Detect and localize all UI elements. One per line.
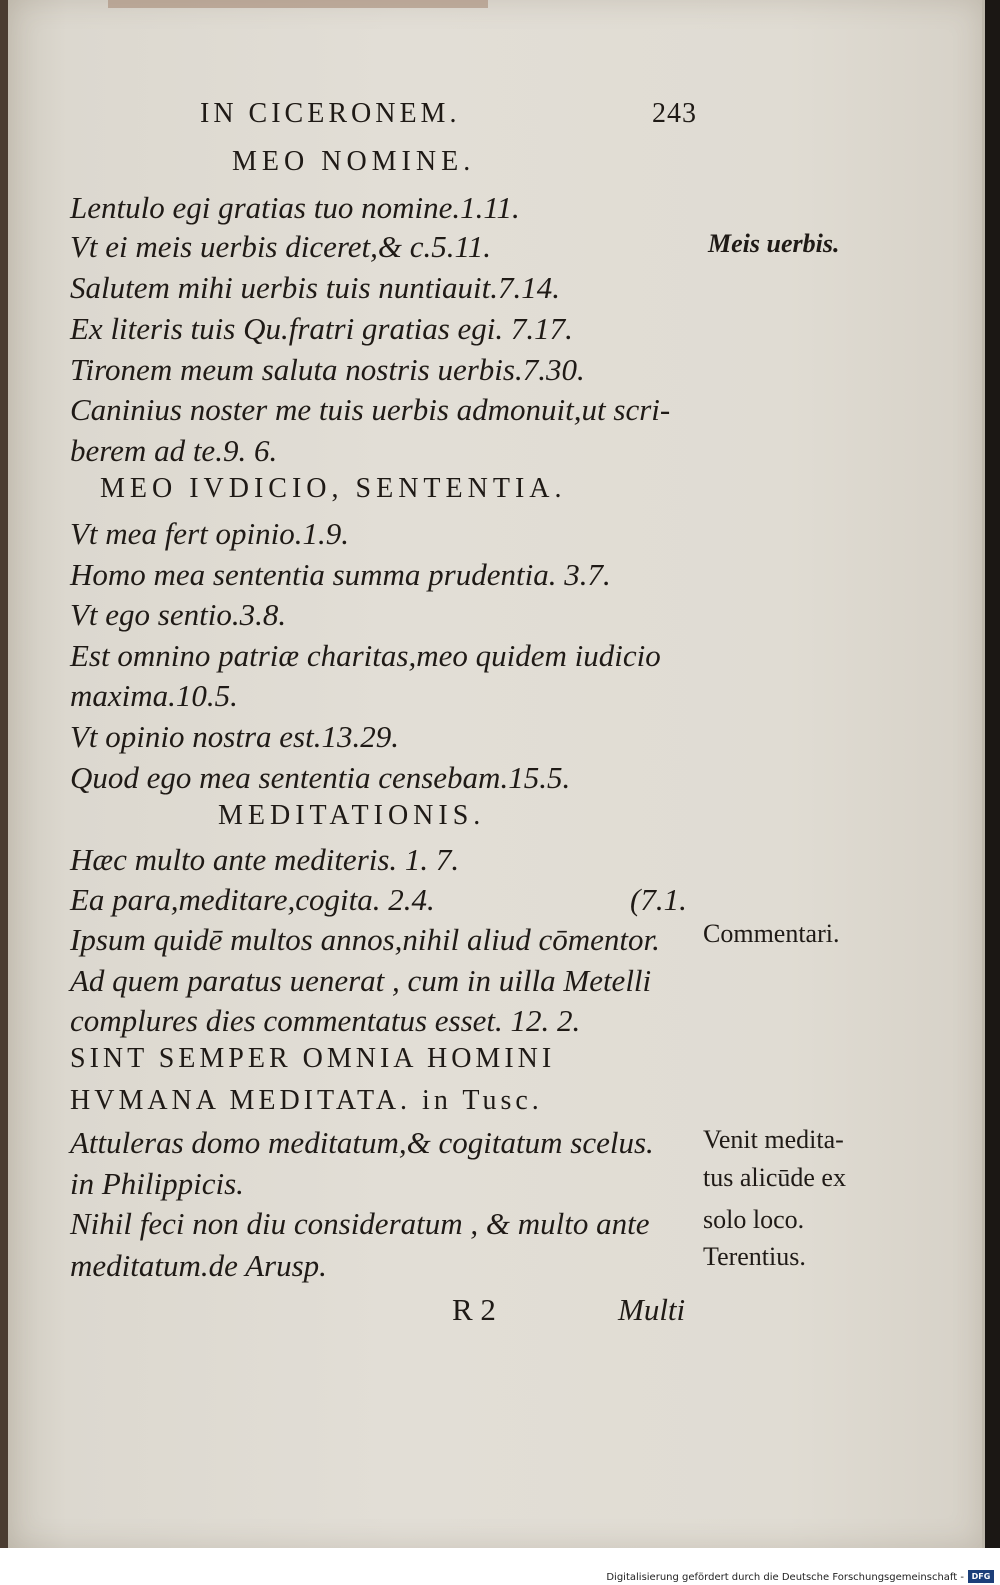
text-line: berem ad te.9. 6. <box>70 433 278 468</box>
text-line: Ex literis tuis Qu.fratri gratias egi. 7.17. <box>70 311 573 346</box>
page-number: 243 <box>652 98 697 129</box>
page-spine-edge <box>0 0 8 1548</box>
margin-note: Venit medita- <box>703 1125 844 1154</box>
page-top-stain <box>108 0 488 8</box>
text-line: meditatum.de Arusp. <box>70 1248 327 1283</box>
text-line: Ea para,meditare,cogita. 2.4. <box>70 882 435 917</box>
text-line: Tironem meum saluta nostris uerbis.7.30. <box>70 352 585 387</box>
dfg-logo: DFG <box>968 1570 994 1583</box>
text-line: Nihil feci non diu consideratum , & multo ante <box>70 1206 650 1241</box>
text-line: Caninius noster me tuis uerbis admonuit,ut scri- <box>70 392 671 427</box>
text-line: Ipsum quidē multos annos,nihil aliud cōmentor. <box>70 922 660 957</box>
text-line: Vt ego sentio.3.8. <box>70 597 287 632</box>
margin-note: Meis uerbis. <box>708 229 840 258</box>
margin-note: Terentius. <box>703 1242 806 1271</box>
text-line-overflow: (7.1. <box>630 882 687 917</box>
text-line: Attuleras domo meditatum,& cogitatum scelus. <box>70 1125 654 1160</box>
text-line: Lentulo egi gratias tuo nomine.1.11. <box>70 190 520 225</box>
signature-mark: R 2 <box>452 1292 496 1327</box>
section-heading: MEDITATIONIS. <box>218 800 486 831</box>
section-heading: MEO NOMINE. <box>232 146 476 177</box>
text-line: Vt opinio nostra est.13.29. <box>70 719 399 754</box>
margin-note: solo loco. <box>703 1205 805 1234</box>
text-line: Vt mea fert opinio.1.9. <box>70 516 349 551</box>
section-heading: MEO IVDICIO, SENTENTIA. <box>100 473 567 504</box>
text-line: Quod ego mea sententia censebam.15.5. <box>70 760 571 795</box>
text-line: Ad quem paratus uenerat , cum in uilla Metelli <box>70 963 652 998</box>
section-heading: HVMANA MEDITATA. in Tusc. <box>70 1085 543 1116</box>
text-line: in Philippicis. <box>70 1166 244 1201</box>
running-header: IN CICERONEM. <box>200 98 461 129</box>
text-line: complures dies commentatus esset. 12. 2. <box>70 1003 581 1038</box>
text-line: Homo mea sententia summa prudentia. 3.7. <box>70 557 611 592</box>
text-line: Vt ei meis uerbis diceret,& c.5.11. <box>70 229 491 264</box>
section-heading: SINT SEMPER OMNIA HOMINI <box>70 1043 556 1074</box>
text-line: maxima.10.5. <box>70 678 238 713</box>
text-line: Hæc multo ante mediteris. 1. 7. <box>70 842 460 877</box>
text-line: Est omnino patriæ charitas,meo quidem iudicio <box>70 638 661 673</box>
margin-note: tus alicūde ex <box>703 1163 846 1192</box>
digitization-credit: Digitalisierung gefördert durch die Deutsche Forschungsgemeinschaft - <box>606 1572 964 1583</box>
margin-note: Commentari. <box>703 919 840 948</box>
text-line: Salutem mihi uerbis tuis nuntiauit.7.14. <box>70 270 560 305</box>
catchword: Multi <box>618 1292 686 1327</box>
